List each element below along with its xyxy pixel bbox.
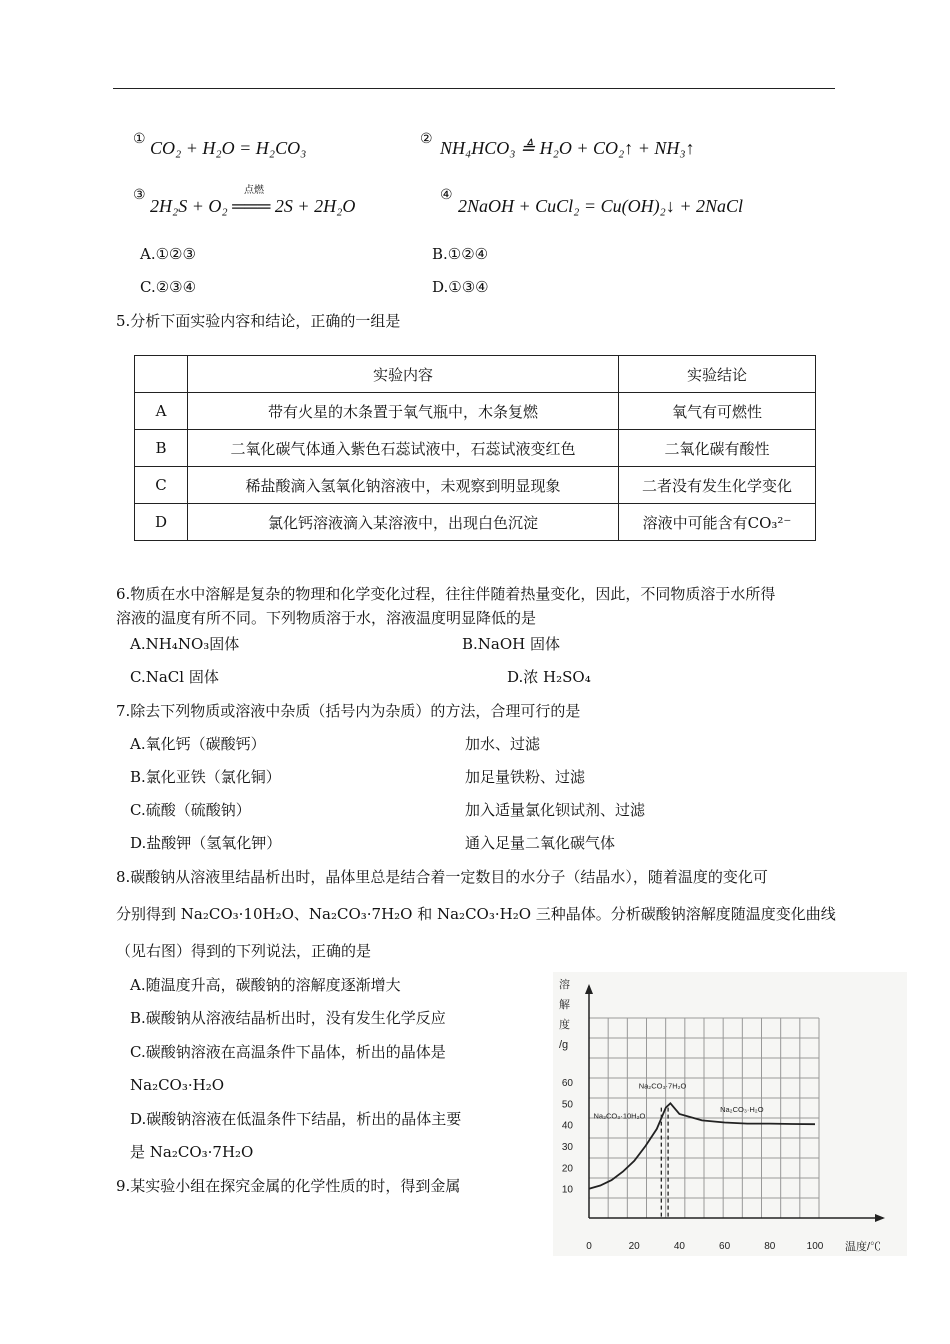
table-cell: 溶液中可能含有CO₃²⁻: [619, 504, 816, 541]
x-tick-label: 20: [628, 1241, 640, 1252]
q8-option-c-line-1: C.碳酸钠溶液在高温条件下晶体，析出的晶体是: [130, 1043, 446, 1061]
table-cell: 稀盐酸滴入氢氧化钠溶液中，未观察到明显现象: [188, 467, 619, 504]
solubility-chart: [553, 972, 907, 1256]
table-cell: 氯化钙溶液滴入某溶液中，出现白色沉淀: [188, 504, 619, 541]
table-header-cell: 实验结论: [619, 356, 816, 393]
q4-option-b: B.①②④: [432, 245, 489, 263]
y-tick-label: 60: [561, 1078, 573, 1089]
q5-stem: 5.分析下面实验内容和结论，正确的一组是: [116, 312, 401, 330]
q4-option-a: A.①②③: [140, 245, 196, 263]
y-axis-label: 溶: [559, 979, 570, 991]
eq3-condition: 点燃: [244, 185, 264, 196]
q4-option-d: D.①③④: [432, 278, 489, 296]
q8-line-1: 8.碳酸钠从溶液里结晶析出时，晶体里总是结合着一定数目的水分子（结晶水），随着温度的变化可: [116, 868, 768, 886]
q6-option-b: B.NaOH 固体: [462, 635, 561, 653]
table-cell: 氧气有可燃性: [619, 393, 816, 430]
curve-annotation: Na₂CO₃·H₂O: [720, 1104, 764, 1114]
equation-3: 2H₂S + O₂ ═══ 2S + 2H₂O: [150, 196, 356, 216]
y-tick-label: 50: [561, 1099, 573, 1111]
equation-2: NH₄HCO₃ ≜ H₂O + CO₂↑ + NH₃↑: [440, 138, 695, 158]
x-tick-label: 80: [764, 1241, 776, 1252]
table-header-cell: [135, 356, 188, 393]
q7-option-d: D.盐酸钾（氢氧化钾）: [130, 834, 282, 852]
q4-option-c: C.②③④: [140, 278, 197, 296]
q8-option-c-line-2: Na₂CO₃·H₂O: [130, 1076, 225, 1094]
header-rule: [113, 88, 835, 89]
y-axis-label: /g: [559, 1039, 569, 1051]
q7-method-c: 加入适量氯化钡试剂、过滤: [465, 801, 646, 819]
x-axis-label: 温度/℃: [845, 1241, 882, 1253]
y-tick-label: 20: [561, 1163, 573, 1175]
q6-line-2: 溶液的温度有所不同。下列物质溶于水，溶液温度明显降低的是: [116, 609, 537, 627]
x-tick-label: 60: [719, 1241, 731, 1252]
equation-4: 2NaOH + CuCl₂ = Cu(OH)₂↓ + 2NaCl: [458, 196, 743, 216]
q6-option-c: C.NaCl 固体: [130, 668, 219, 686]
q6-option-a: A.NH₄NO₃固体: [130, 635, 240, 653]
x-axis-arrow: [875, 1214, 885, 1222]
q8-line-3: （见右图）得到的下列说法，正确的是: [116, 942, 372, 960]
q8-option-d-line-2: 是 Na₂CO₃·7H₂O: [130, 1143, 254, 1161]
table-row: [135, 467, 816, 504]
table-cell: B: [135, 430, 188, 467]
curve-annotation: Na₂CO₃·10H₂O: [593, 1111, 646, 1121]
curve-annotation: Na₂CO₃·7H₂O: [638, 1081, 687, 1091]
q6-option-d: D.浓 H₂SO₄: [507, 668, 591, 686]
y-axis-arrow: [585, 984, 593, 994]
solubility-chart-svg: [553, 972, 907, 1256]
x-tick-label: 40: [673, 1241, 685, 1252]
q8-option-a: A.随温度升高，碳酸钠的溶解度逐渐增大: [130, 976, 401, 994]
q7-option-a: A.氧化钙（碳酸钙）: [130, 735, 266, 753]
table-cell: 二氧化碳气体通入紫色石蕊试液中，石蕊试液变红色: [188, 430, 619, 467]
eq3-number: ③: [133, 187, 146, 203]
table-cell: A: [135, 393, 188, 430]
table-cell: 带有火星的木条置于氧气瓶中，木条复燃: [188, 393, 619, 430]
y-tick-label: 30: [561, 1142, 573, 1153]
q7-option-b: B.氯化亚铁（氯化铜）: [130, 768, 281, 786]
x-tick-label: 0: [586, 1241, 592, 1252]
table-header-cell: 实验内容: [188, 356, 619, 393]
x-tick-label: 100: [806, 1241, 824, 1252]
q8-option-d-line-1: D.碳酸钠溶液在低温条件下结晶，析出的晶体主要: [130, 1110, 462, 1128]
table-cell: 二者没有发生化学变化: [619, 467, 816, 504]
q7-option-c: C.硫酸（硫酸钠）: [130, 801, 251, 819]
eq4-number: ④: [440, 187, 453, 203]
eq2-number: ②: [420, 131, 433, 147]
q8-line-2: 分别得到 Na₂CO₃·10H₂O、Na₂CO₃·7H₂O 和 Na₂CO₃·H₂O 三种晶体。分析碳酸钠溶解度随温度变化曲线: [116, 905, 836, 923]
eq1-number: ①: [133, 131, 146, 147]
q7-method-d: 通入足量二氧化碳气体: [465, 834, 616, 852]
q8-option-b: B.碳酸钠从溶液结晶析出时，没有发生化学反应: [130, 1009, 446, 1027]
table-row: [135, 430, 816, 467]
y-axis-label: 解: [559, 999, 570, 1011]
table-row: [135, 393, 816, 430]
q7-stem: 7.除去下列物质或溶液中杂质（括号内为杂质）的方法，合理可行的是: [116, 702, 581, 720]
table-cell: D: [135, 504, 188, 541]
table-cell: 二氧化碳有酸性: [619, 430, 816, 467]
q6-line-1: 6.物质在水中溶解是复杂的物理和化学变化过程，往往伴随着热量变化，因此，不同物质溶于水所得: [116, 585, 776, 603]
y-tick-label: 10: [561, 1184, 573, 1196]
experiment-table: [134, 355, 816, 541]
table-row: [135, 504, 816, 541]
q7-method-b: 加足量铁粉、过滤: [465, 768, 586, 786]
y-tick-label: 40: [561, 1120, 573, 1132]
q9-line-1: 9.某实验小组在探究金属的化学性质的时，得到金属: [116, 1177, 461, 1195]
equation-1: CO₂ + H₂O = H₂CO₃: [150, 138, 307, 158]
y-axis-label: 度: [559, 1019, 570, 1031]
table-cell: C: [135, 467, 188, 504]
table-header-row: [135, 356, 816, 393]
q7-method-a: 加水、过滤: [465, 735, 541, 753]
